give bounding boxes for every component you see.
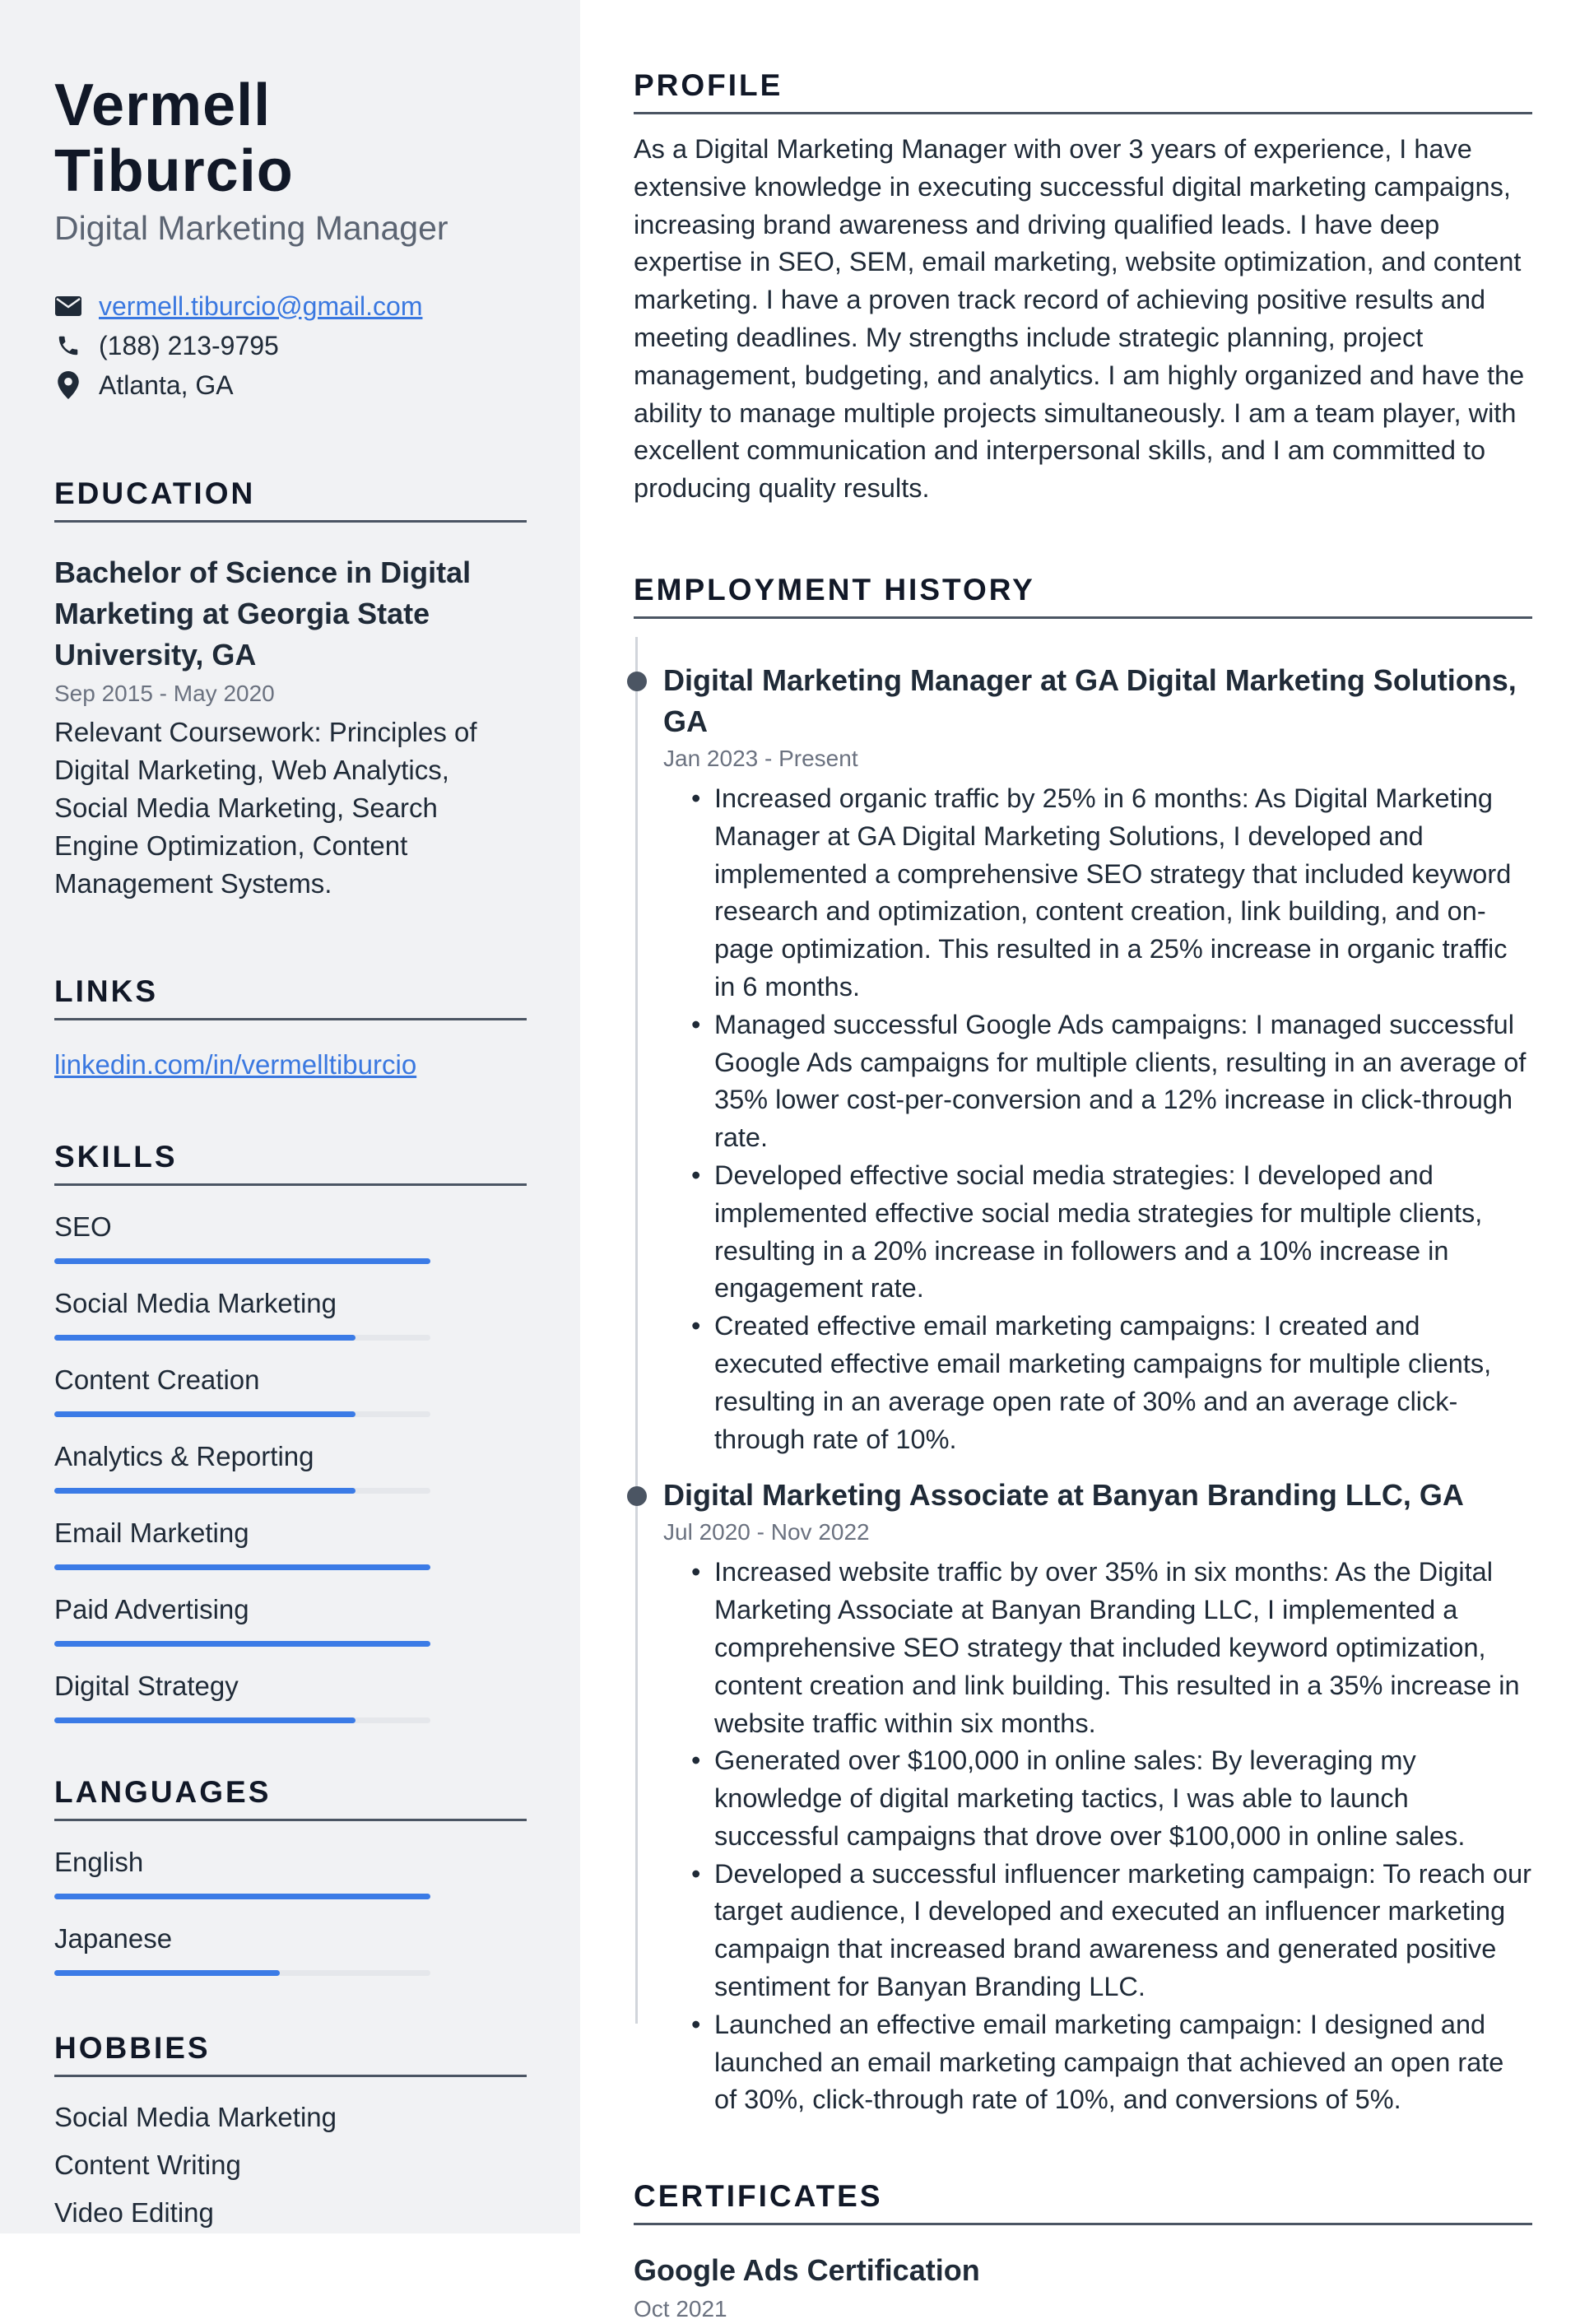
skill-level-bar (54, 1564, 430, 1570)
job-bullets (663, 780, 1532, 1458)
links-heading: LINKS (54, 974, 527, 1020)
skills-heading: SKILLS (54, 1139, 527, 1186)
profile-heading: PROFILE (634, 67, 1532, 114)
job-date: Jul 2020 - Nov 2022 (663, 1519, 870, 1545)
job-entry (634, 637, 1532, 1458)
contact-list (54, 286, 527, 405)
profile-text: As a Digital Marketing Manager with over 3 years of experience, I have extensive knowledge in executing successful digital marketing campaigns, increasing brand awareness and driving qualified leads. I have deep expertise in SEO, SEM, email marketing, website optimization, and content marketing. I have a proven track record of achieving positive results and meeting deadlines. My strengths include strategic planning, project management, budgeting, and analytics. I am highly organized and have the ability to manage multiple projects simultaneously. I am a team player, with excellent communication and interpersonal skills, and I am committed to producing quality results. (634, 134, 1525, 504)
language-level-fill (54, 1894, 430, 1899)
timeline-dot (627, 672, 647, 691)
skill-level-bar (54, 1411, 430, 1417)
hobbies-heading: HOBBIES (54, 2030, 527, 2077)
skill-item (54, 1439, 527, 1494)
skill-level-fill (54, 1488, 356, 1494)
education-date: Sep 2015 - May 2020 (54, 681, 275, 706)
skill-item (54, 1362, 527, 1417)
skill-level-fill (54, 1564, 430, 1570)
language-item (54, 1921, 527, 1976)
language-name: English (54, 1847, 144, 1877)
job-bullet: • Increased website traffic by over 35% in six months: As the Digital Marketing Associate at Banyan Branding LLC, I implemented a comprehensive SEO strategy that included keyword optimization, content creation and link building. This resulted in a 35% increase in website traffic within six months. (663, 1554, 1532, 1742)
contact-phone (54, 326, 527, 365)
envelope-icon (54, 292, 82, 320)
skill-item (54, 1515, 527, 1570)
language-level-bar (54, 1970, 430, 1976)
job-bullet: • Developed effective social media strategies: I developed and implemented effective social media strategies for multiple clients, resulting in a 20% increase in followers and a 10% increase in engagement rate. (663, 1157, 1532, 1308)
profile-section (634, 67, 1532, 508)
skill-item (54, 1285, 527, 1341)
skill-name: Email Marketing (54, 1518, 249, 1548)
sidebar (0, 0, 580, 2233)
skill-name: SEO (54, 1211, 112, 1242)
skill-level-fill (54, 1717, 356, 1723)
job-title: Digital Marketing Associate at Banyan Branding LLC, GA (663, 1478, 1464, 1513)
hobby-item: Content Writing (54, 2150, 241, 2180)
hobby-item: Video Editing (54, 2197, 214, 2228)
language-item (54, 1844, 527, 1899)
location-text: Atlanta, GA (99, 370, 234, 400)
skill-name: Analytics & Reporting (54, 1441, 314, 1471)
hobbies-section (54, 2030, 527, 2237)
certificates-section (634, 2178, 1532, 2324)
skill-level-bar (54, 1258, 430, 1264)
hobby-item: Social Media Marketing (54, 2102, 337, 2132)
skill-level-fill (54, 1258, 430, 1264)
timeline-dot (627, 1486, 647, 1506)
job-bullet: • Increased organic traffic by 25% in 6 months: As Digital Marketing Manager at GA Digital Marketing Solutions, I developed and implemented a comprehensive SEO strategy that included keyword research and optimization, content creation, link building, and on-page optimization. This resulted in a 25% increase in organic traffic in 6 months. (663, 780, 1532, 1006)
candidate-title: Digital Marketing Manager (54, 209, 448, 247)
job-bullets (663, 1554, 1532, 2119)
skills-section (54, 1139, 527, 1723)
skill-item (54, 1668, 527, 1723)
skill-level-fill (54, 1335, 356, 1341)
certificate-name: Google Ads Certification (634, 2253, 980, 2288)
skill-name: Content Creation (54, 1364, 260, 1395)
candidate-name: Vermell Tiburcio (54, 72, 294, 204)
phone-icon (54, 332, 82, 360)
skill-level-bar (54, 1335, 430, 1341)
job-date: Jan 2023 - Present (663, 745, 858, 771)
certificate-date: Oct 2021 (634, 2296, 727, 2322)
contact-location (54, 365, 527, 405)
skill-item (54, 1592, 527, 1647)
languages-heading: LANGUAGES (54, 1774, 527, 1821)
job-bullet: • Developed a successful influencer marketing campaign: To reach our target audience, I developed and executed an influencer marketing campaign that increased brand awareness and generated positive sentiment for Banyan Branding LLC. (663, 1856, 1532, 2006)
certificates-heading: CERTIFICATES (634, 2178, 1532, 2225)
language-level-bar (54, 1894, 430, 1899)
linkedin-link[interactable]: linkedin.com/in/vermelltiburcio (54, 1049, 417, 1080)
phone-text: (188) 213-9795 (99, 330, 279, 360)
education-section (54, 476, 527, 903)
skill-name: Digital Strategy (54, 1671, 239, 1701)
education-heading: EDUCATION (54, 476, 527, 523)
job-bullet: • Launched an effective email marketing campaign: I designed and launched an email marketing campaign that achieved an open rate of 30%, click-through rate of 10%, and conversions of 5%. (663, 2006, 1532, 2119)
language-name: Japanese (54, 1923, 173, 1954)
skill-name: Social Media Marketing (54, 1288, 337, 1318)
links-section (54, 974, 527, 1083)
skill-level-fill (54, 1641, 430, 1647)
skill-level-bar (54, 1641, 430, 1647)
job-bullet: • Managed successful Google Ads campaigns: I managed successful Google Ads campaigns for multiple clients, resulting in an average of 35% lower cost-per-conversion and a 12% increase in click-through rate. (663, 1006, 1532, 1157)
skill-level-bar (54, 1488, 430, 1494)
main-content (580, 0, 1580, 2322)
employment-heading: EMPLOYMENT HISTORY (634, 572, 1532, 619)
job-title: Digital Marketing Manager at GA Digital Marketing Solutions, GA (663, 662, 1517, 738)
employment-section (634, 572, 1532, 2119)
email-link[interactable]: vermell.tiburcio@gmail.com (99, 290, 423, 321)
map-pin-icon (54, 371, 82, 399)
job-bullet: • Generated over $100,000 in online sales: By leveraging my knowledge of digital marketing tactics, I was able to launch successful campaigns that drove over $100,000 in online sales. (663, 1742, 1532, 1855)
skill-level-bar (54, 1717, 430, 1723)
education-degree: Bachelor of Science in Digital Marketing at Georgia State University, GA (54, 555, 472, 672)
job-bullet: • Created effective email marketing campaigns: I created and executed effective email marketing campaigns for multiple clients, resulting in an average open rate of 30% and an average click-through rate of 10%. (663, 1308, 1532, 1458)
languages-section (54, 1774, 527, 1976)
skill-item (54, 1209, 527, 1264)
employment-timeline (634, 637, 1532, 2119)
job-entry (634, 1452, 1532, 2119)
language-level-fill (54, 1970, 280, 1976)
education-description: Relevant Coursework: Principles of Digital Marketing, Web Analytics, Social Media Marketing, Search Engine Optimization, Content Management Systems. (54, 717, 477, 899)
skill-level-fill (54, 1411, 356, 1417)
contact-email (54, 286, 527, 326)
skill-name: Paid Advertising (54, 1594, 249, 1624)
